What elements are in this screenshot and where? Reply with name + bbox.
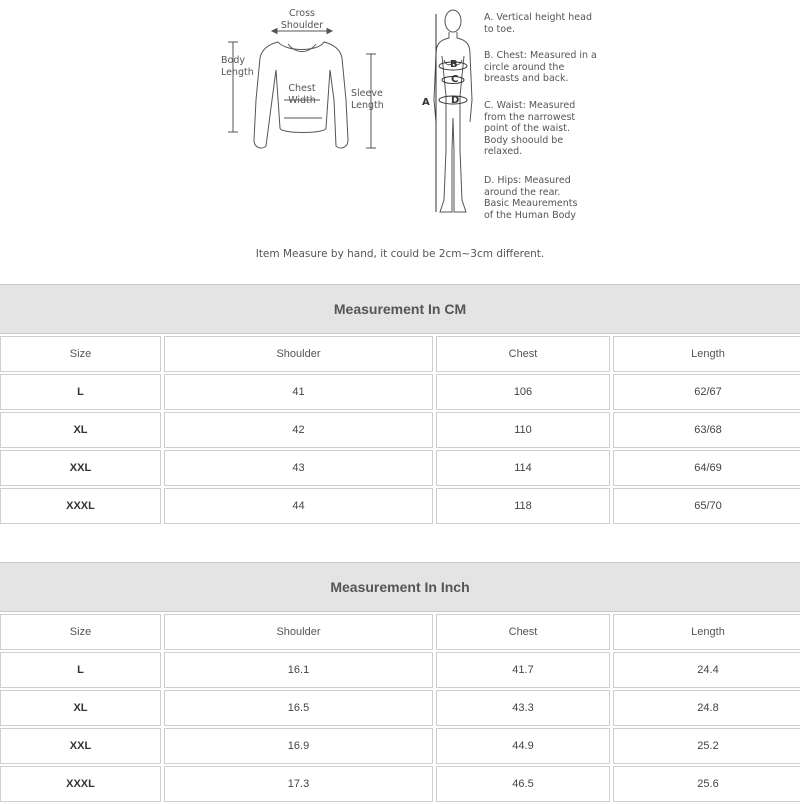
size-guide-diagram <box>0 0 800 282</box>
size-cell: XXXL <box>0 488 161 524</box>
table-row <box>0 690 800 726</box>
length-cell: 24.4 <box>613 652 800 688</box>
length-cell: 24.8 <box>613 690 800 726</box>
table-row <box>0 412 800 448</box>
chest-cell: 106 <box>436 374 610 410</box>
table-header-row <box>0 614 800 650</box>
chest-cell: 41.7 <box>436 652 610 688</box>
cm-size-table <box>0 284 800 526</box>
measurement-illustration <box>0 0 800 282</box>
length-cell: 65/70 <box>613 488 800 524</box>
inch-table-grid <box>0 612 800 804</box>
legend-d: D. Hips: Measured around the rear. Basic Meaurements of the Human Body <box>484 175 578 221</box>
table-row <box>0 488 800 524</box>
body-letter-b: B <box>450 59 458 70</box>
table-header-row <box>0 336 800 372</box>
header-shoulder: Shoulder <box>164 614 433 650</box>
size-cell: XXXL <box>0 766 161 802</box>
header-size: Size <box>0 336 161 372</box>
header-chest: Chest <box>436 614 610 650</box>
legend-c: C. Waist: Measured from the narrowest point of the waist. Body shoould be relaxed. <box>484 100 576 157</box>
body-letter-a: A <box>422 97 430 108</box>
header-length: Length <box>613 614 800 650</box>
header-chest: Chest <box>436 336 610 372</box>
length-cell: 62/67 <box>613 374 800 410</box>
cm-table-grid <box>0 334 800 526</box>
header-size: Size <box>0 614 161 650</box>
length-cell: 25.2 <box>613 728 800 764</box>
chest-cell: 43.3 <box>436 690 610 726</box>
size-cell: XXL <box>0 450 161 486</box>
length-cell: 64/69 <box>613 450 800 486</box>
size-cell: L <box>0 374 161 410</box>
shoulder-cell: 44 <box>164 488 433 524</box>
size-cell: XL <box>0 412 161 448</box>
table-row <box>0 766 800 802</box>
cross-shoulder-label: Cross Shoulder <box>280 8 324 31</box>
chest-cell: 44.9 <box>436 728 610 764</box>
inch-table-title: Measurement In Inch <box>0 562 800 612</box>
shoulder-cell: 16.5 <box>164 690 433 726</box>
shoulder-cell: 16.9 <box>164 728 433 764</box>
shoulder-cell: 42 <box>164 412 433 448</box>
header-shoulder: Shoulder <box>164 336 433 372</box>
table-row <box>0 652 800 688</box>
chest-cell: 46.5 <box>436 766 610 802</box>
shoulder-cell: 41 <box>164 374 433 410</box>
cm-table-title: Measurement In CM <box>0 284 800 334</box>
sleeve-length-label: Sleeve Length <box>351 88 384 111</box>
table-row <box>0 374 800 410</box>
length-cell: 63/68 <box>613 412 800 448</box>
human-figure <box>434 10 472 212</box>
measure-note: Item Measure by hand, it could be 2cm~3cm different. <box>255 248 545 260</box>
table-row <box>0 450 800 486</box>
size-cell: L <box>0 652 161 688</box>
chest-cell: 110 <box>436 412 610 448</box>
body-letter-c: C <box>451 74 459 85</box>
length-cell: 25.6 <box>613 766 800 802</box>
shoulder-cell: 17.3 <box>164 766 433 802</box>
legend-b: B. Chest: Measured in a circle around the breasts and back. <box>484 50 597 84</box>
size-cell: XXL <box>0 728 161 764</box>
size-cell: XL <box>0 690 161 726</box>
chest-cell: 114 <box>436 450 610 486</box>
inch-size-table <box>0 562 800 804</box>
chest-width-label: Chest Width <box>288 83 316 106</box>
header-length: Length <box>613 336 800 372</box>
legend-a: A. Vertical height head to toe. <box>484 12 592 35</box>
shoulder-cell: 43 <box>164 450 433 486</box>
body-letter-d: D <box>451 95 460 106</box>
table-row <box>0 728 800 764</box>
body-length-label: Body Length <box>221 55 254 78</box>
chest-cell: 118 <box>436 488 610 524</box>
shoulder-cell: 16.1 <box>164 652 433 688</box>
